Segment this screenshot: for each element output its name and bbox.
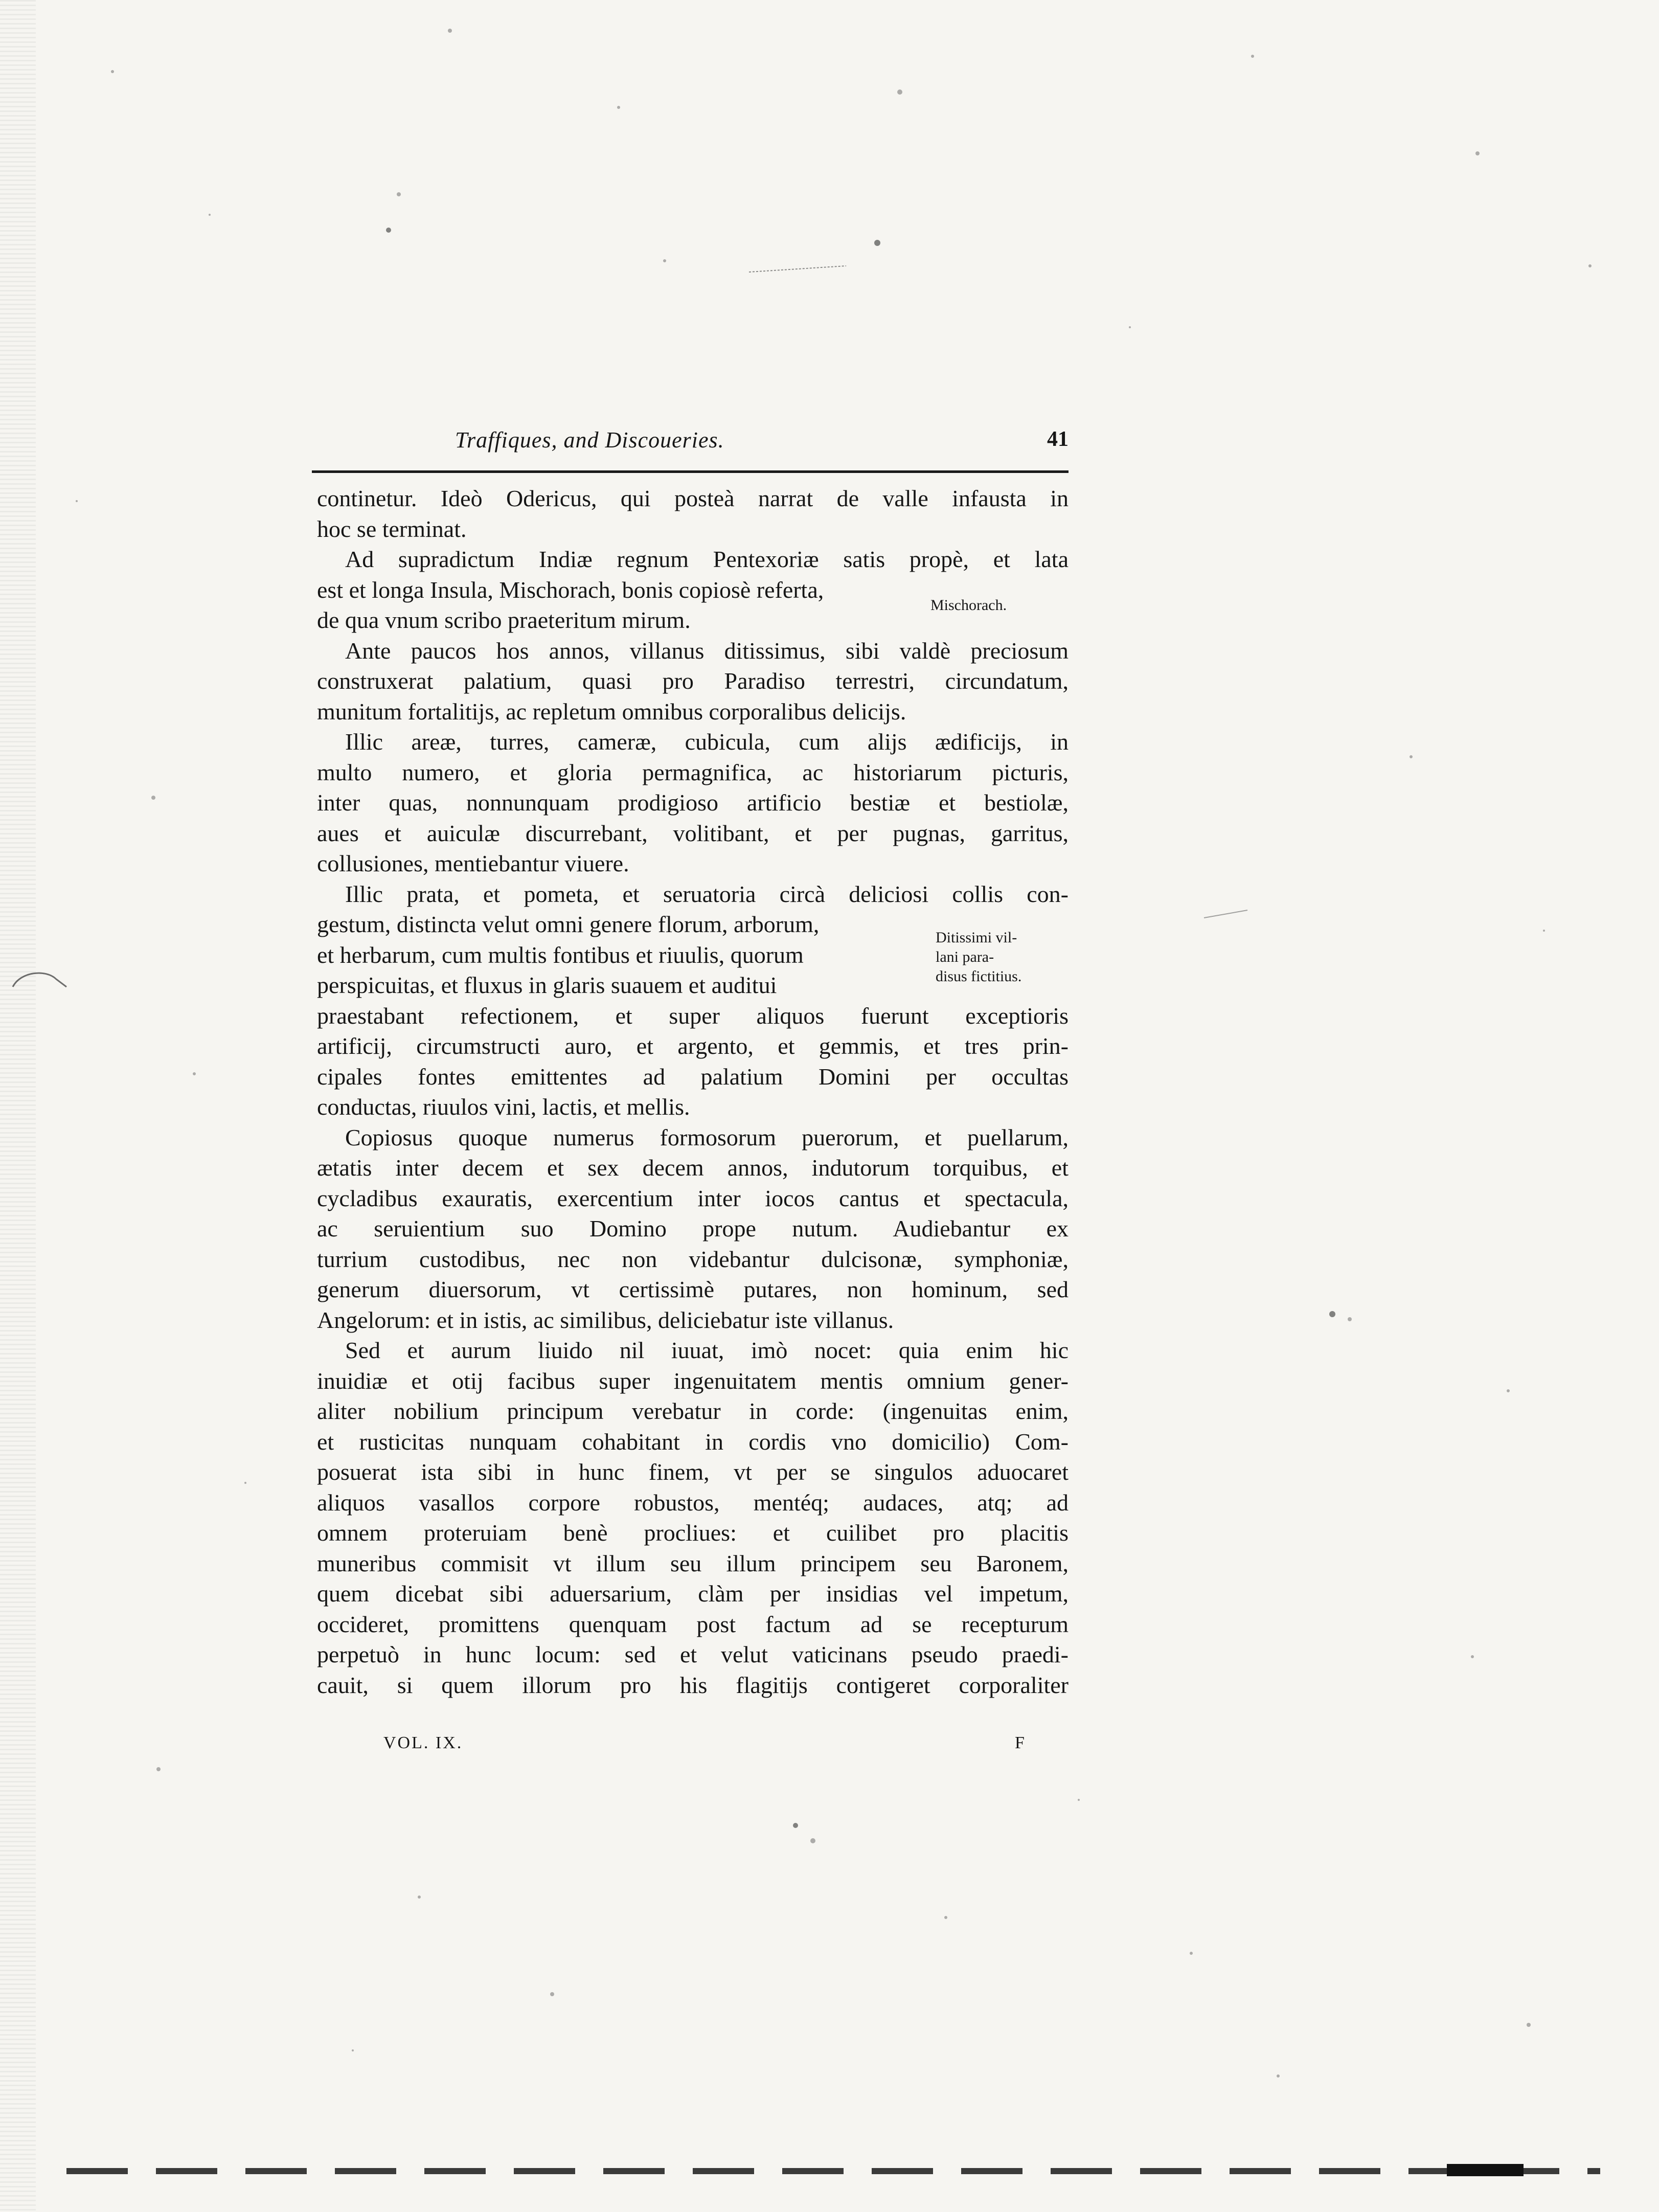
text-line: et rusticitas nunquam cohabitant in cordis vno domicilio) Com- <box>317 1428 1069 1455</box>
text-line: construxerat palatium, quasi pro Paradiso terrestri, circundatum, <box>317 668 1069 694</box>
text-line: est et longa Insula, Mischorach, bonis copiosè referta, <box>317 576 824 603</box>
sidenote-ditissimi-1: Ditissimi vil- <box>936 929 1017 946</box>
text-line: ac seruientium suo Domino prope nutum. Audiebantur ex <box>317 1215 1069 1242</box>
text-line: aues et auiculæ discurrebant, volitibant, et per pugnas, garritus, <box>317 820 1069 846</box>
text-line: collusiones, mentiebantur viuere. <box>317 850 629 876</box>
text-line: omnem proteruiam benè procliues: et cuilibet pro placitis <box>317 1520 1069 1546</box>
text-line: posuerat ista sibi in hunc finem, vt per se singulos aduocaret <box>317 1459 1069 1485</box>
text-line: generum diuersorum, vt certissimè putares, non hominum, sed <box>317 1276 1069 1302</box>
volume-signature: VOL. IX. <box>383 1733 463 1752</box>
text-line: continetur. Ideò Odericus, qui posteà narrat de valle infausta in <box>317 485 1069 511</box>
text-line: hoc se terminat. <box>317 515 467 542</box>
text-line: munitum fortalitijs, ac repletum omnibus corporalibus delicijs. <box>317 698 906 725</box>
page-header <box>317 427 1069 463</box>
text-line: occideret, promittens quenquam post factum ad se recepturum <box>317 1611 1069 1637</box>
text-line: conductas, riuulos vini, lactis, et mellis. <box>317 1094 690 1120</box>
text-line: Illic areæ, turres, cameræ, cubicula, cum alijs ædificijs, in <box>345 729 1069 755</box>
text-line: turrium custodibus, nec non videbantur dulcisonæ, symphoniæ, <box>317 1246 1069 1272</box>
text-line: ætatis inter decem et sex decem annos, indutorum torquibus, et <box>317 1155 1069 1181</box>
text-line: multo numero, et gloria permagnifica, ac historiarum picturis, <box>317 759 1069 785</box>
text-line: Angelorum: et in istis, ac similibus, deliciebatur iste villanus. <box>317 1306 894 1333</box>
text-line: perspicuitas, et fluxus in glaris suauem et auditui <box>317 972 777 998</box>
text-line: muneribus commisit vt illum seu illum principem seu Baronem, <box>317 1550 1069 1576</box>
text-line: artificij, circumstructi auro, et argento, et gemmis, et tres prin- <box>317 1033 1069 1059</box>
text-line: inter quas, nonnunquam prodigioso artificio bestiæ et bestiolæ, <box>317 789 1069 816</box>
text-line: quem dicebat sibi aduersarium, clàm per insidias vel impetum, <box>317 1581 1069 1607</box>
scan-edge-shadow <box>0 0 36 2212</box>
text-line: gestum, distincta velut omni genere florum, arborum, <box>317 911 820 937</box>
scan-bottom-edge <box>66 2168 1600 2174</box>
text-line: aliquos vasallos corpore robustos, mentéq; audaces, atq; ad <box>317 1489 1069 1516</box>
sidenote-mischorach: Mischorach. <box>930 597 1007 614</box>
text-line: cipales fontes emittentes ad palatium Domini per occultas <box>317 1063 1069 1090</box>
body-text <box>317 483 1069 1700</box>
text-line: cauit, si quem illorum pro his flagitijs contigeret corporaliter <box>317 1672 1069 1698</box>
sidenote-ditissimi-2: lani para- <box>936 949 994 965</box>
text-line: perpetuò in hunc locum: sed et velut vaticinans pseudo praedi- <box>317 1641 1069 1667</box>
text-line: de qua vnum scribo praeteritum mirum. <box>317 607 691 633</box>
text-line: praestabant refectionem, et super aliquos fuerunt exceptioris <box>317 1002 1069 1029</box>
scan-bottom-mark <box>1447 2164 1524 2176</box>
text-line: Illic prata, et pometa, et seruatoria circà deliciosi collis con- <box>345 881 1069 907</box>
text-line: Ad supradictum Indiæ regnum Pentexoriæ satis propè, et lata <box>345 546 1069 572</box>
text-line: Sed et aurum liuido nil iuuat, imò nocet: quia enim hic <box>345 1337 1069 1363</box>
text-line: inuidiæ et otij facibus super ingenuitatem mentis omnium gener- <box>317 1367 1069 1394</box>
text-line: Copiosus quoque numerus formosorum puerorum, et puellarum, <box>345 1124 1069 1150</box>
gathering-signature: F <box>1015 1733 1025 1752</box>
running-head: Traffiques, and Discoueries. <box>455 427 724 453</box>
text-line: Ante paucos hos annos, villanus ditissimus, sibi valdè preciosum <box>345 637 1069 664</box>
header-rule <box>312 470 1069 473</box>
text-line: aliter nobilium principum verebatur in corde: (ingenuitas enim, <box>317 1398 1069 1424</box>
sidenote-ditissimi-3: disus fictitius. <box>936 968 1022 985</box>
page-number: 41 <box>1047 427 1069 451</box>
text-line: et herbarum, cum multis fontibus et riuulis, quorum <box>317 941 804 968</box>
text-line: cycladibus exauratis, exercentium inter iocos cantus et spectacula, <box>317 1185 1069 1211</box>
